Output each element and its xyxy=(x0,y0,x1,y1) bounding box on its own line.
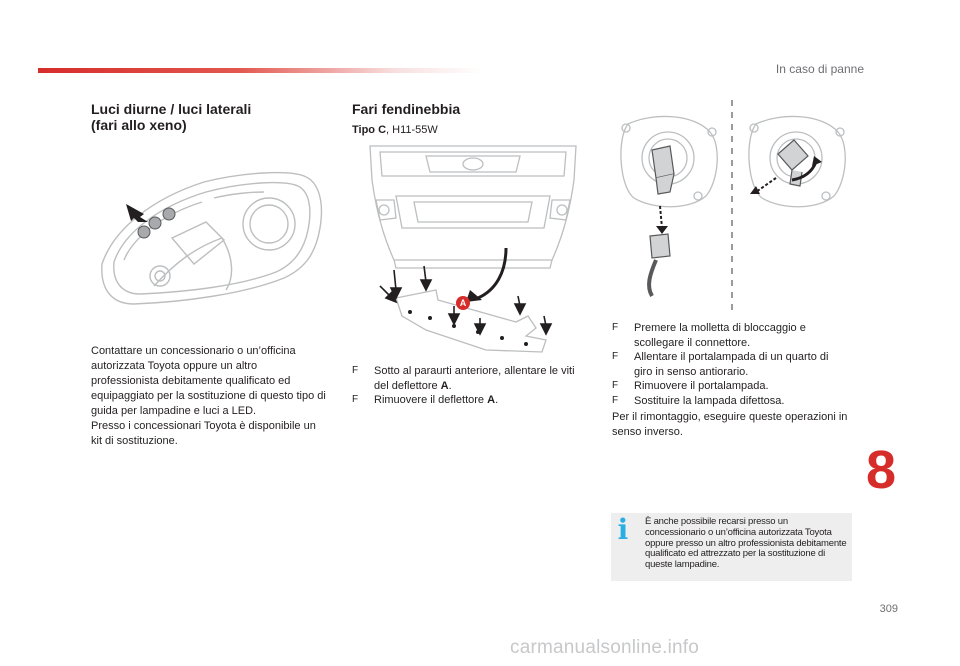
bullet-icon: F xyxy=(612,380,619,391)
header-accent-bar xyxy=(38,68,483,73)
section-label: In caso di panne xyxy=(775,62,864,76)
list-item: F Rimuovere il deflettore A. xyxy=(352,394,499,406)
bullet-icon: F xyxy=(612,394,619,406)
fog-lamp-connector-illustration xyxy=(614,110,724,298)
info-text: È anche possibile recarsi presso un concessionario o un’officina autorizzata Toyota oppure presso un altro professionista debitamente qualificato ed attrezzato per la sostituzione di queste lampadine. xyxy=(645,516,847,571)
bullet-icon: F xyxy=(352,394,359,405)
column-divider xyxy=(731,100,733,314)
fog-lamp-holder-illustration xyxy=(742,110,852,220)
daytime-lights-text: Contattare un concessionario o un’officina autorizzata Toyota oppure un altro professionista debitamente qualificato ed equipaggiato per la sostituzione di questo tipo di guida per lampadine e luci a LED. Presso i concessionari Toyota è disponibile un kit di sostituzione. xyxy=(91,345,326,447)
bullet-icon: F xyxy=(612,322,619,333)
arrow-icon xyxy=(756,178,776,192)
bullet-icon: F xyxy=(352,365,359,376)
arrow-icon xyxy=(126,204,148,222)
daytime-lights-title: Luci diurne / luci laterali (fari allo xeno) xyxy=(91,101,252,133)
fog-lights-type: Tipo C, H11-55W xyxy=(352,124,438,136)
lamp-replacement-steps xyxy=(612,321,848,408)
bullet-icon: F xyxy=(612,351,619,362)
headlamp-illustration xyxy=(94,168,330,306)
arrow-icon xyxy=(478,248,506,298)
watermark: carmanualsonline.info xyxy=(510,637,700,658)
list-item: F Allentare il portalampada di un quarto di giro in senso antiorario. xyxy=(612,351,829,378)
list-item: F Premere la molletta di bloccaggio e scollegare il connettore. xyxy=(612,322,806,349)
info-icon: i xyxy=(617,513,629,546)
fog-lights-title: Fari fendinebbia xyxy=(352,101,461,117)
fog-removal-steps xyxy=(352,364,578,408)
page-number: 309 xyxy=(879,603,898,615)
list-item: F Sostituire la lampada difettosa. xyxy=(612,394,785,407)
chapter-number: 8 xyxy=(866,440,897,500)
list-item: F Sotto al paraurti anteriore, allentare le viti del deflettore A. xyxy=(352,365,575,392)
front-bumper-illustration xyxy=(366,140,580,356)
reassembly-note: Per il rimontaggio, eseguire queste operazioni in senso inverso. xyxy=(612,411,848,438)
callout-a-badge: A xyxy=(456,296,470,310)
list-item: F Rimuovere il portalampada. xyxy=(612,380,769,392)
